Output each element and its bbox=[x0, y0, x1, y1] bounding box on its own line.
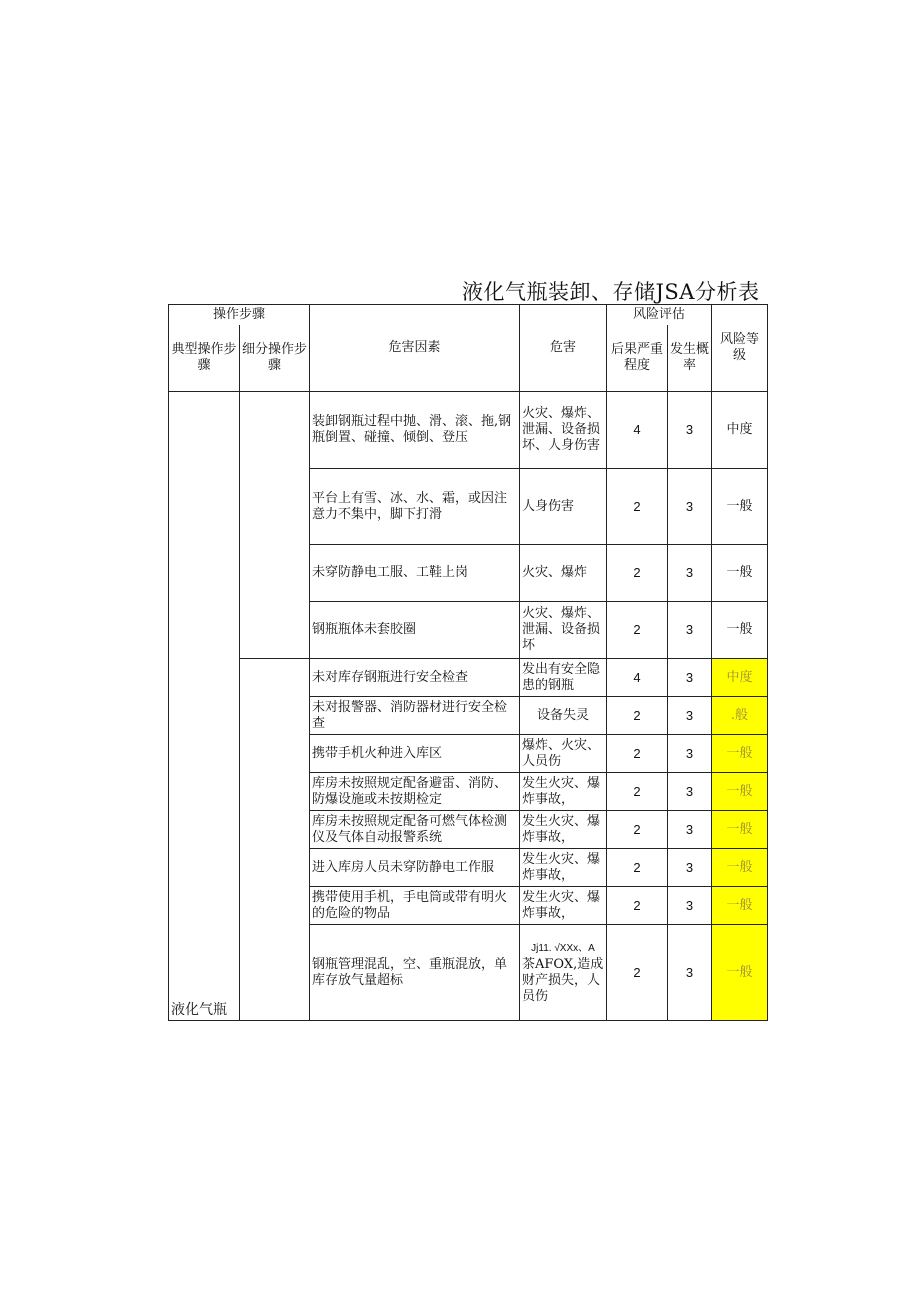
risk-level-cell: 一般 bbox=[712, 811, 768, 849]
hazard-cell: 发生火灾、爆炸事故， bbox=[520, 811, 607, 849]
risk-level-cell: 一般 bbox=[712, 925, 768, 1021]
probability-cell: 3 bbox=[668, 602, 712, 659]
severity-cell: 4 bbox=[607, 392, 668, 469]
hazard-factor-cell: 未对报警器、消防器材进行安全检查 bbox=[310, 697, 520, 735]
hazard-cell: 设备失灵 bbox=[520, 697, 607, 735]
probability-cell: 3 bbox=[668, 392, 712, 469]
hazard-factor-cell: 钢瓶瓶体未套胶圈 bbox=[310, 602, 520, 659]
hazard-factor-cell: 钢瓶管理混乱，空、重瓶混放，单库存放气量超标 bbox=[310, 925, 520, 1021]
probability-cell: 3 bbox=[668, 849, 712, 887]
risk-level-cell: 一般 bbox=[712, 735, 768, 773]
header-detail-step: 细分操作步骤 bbox=[240, 325, 310, 392]
hazard-factor-cell: 未对库存钢瓶进行安全检查 bbox=[310, 659, 520, 697]
header-probability: 发生概率 bbox=[668, 325, 712, 392]
probability-cell: 3 bbox=[668, 697, 712, 735]
probability-cell: 3 bbox=[668, 735, 712, 773]
hazard-cell: 发生火灾、爆炸事故， bbox=[520, 773, 607, 811]
hazard-factor-cell: 库房未按照规定配备避雷、消防、防爆设施或未按期检定 bbox=[310, 773, 520, 811]
hazard-cell: 火灾、爆炸、泄漏、设备损坏 bbox=[520, 602, 607, 659]
header-typical-step: 典型操作步骤 bbox=[169, 325, 240, 392]
hazard-factor-cell: 进入库房人员未穿防静电工作服 bbox=[310, 849, 520, 887]
hazard-garbled-text: Jj11. √XXx、A bbox=[531, 942, 595, 954]
hazard-cell: 发生火灾、爆炸事故， bbox=[520, 849, 607, 887]
detail-step-cell bbox=[240, 392, 310, 659]
hazard-cell bbox=[520, 925, 607, 1021]
typical-step-cell: 液化气瓶 bbox=[169, 392, 240, 1021]
probability-cell: 3 bbox=[668, 925, 712, 1021]
risk-level-cell: 中度 bbox=[712, 659, 768, 697]
severity-cell: 2 bbox=[607, 849, 668, 887]
probability-cell: 3 bbox=[668, 659, 712, 697]
hazard-text: 茶AFOX,造成财产损失，人员伤 bbox=[522, 956, 604, 1004]
header-op-steps: 操作步骤 bbox=[169, 305, 310, 325]
header-risk-eval: 风险评估 bbox=[607, 305, 712, 325]
hazard-cell: 发生火灾、爆炸事故， bbox=[520, 887, 607, 925]
hazard-factor-cell: 平台上有雪、冰、水、霜，或因注意力不集中，脚下打滑 bbox=[310, 469, 520, 545]
risk-level-cell: .般 bbox=[712, 697, 768, 735]
severity-cell: 2 bbox=[607, 697, 668, 735]
probability-cell: 3 bbox=[668, 469, 712, 545]
header-hazard-factor: 危害因素 bbox=[310, 305, 520, 392]
hazard-factor-cell: 库房未按照规定配备可燃气体检测仪及气体自动报警系统 bbox=[310, 811, 520, 849]
page-title: 液化气瓶装卸、存储JSA分析表 bbox=[462, 280, 760, 304]
probability-cell: 3 bbox=[668, 811, 712, 849]
probability-cell: 3 bbox=[668, 887, 712, 925]
detail-step-cell bbox=[240, 659, 310, 1021]
hazard-factor-cell: 携带使用手机，手电筒或带有明火的危险的物品 bbox=[310, 887, 520, 925]
severity-cell: 2 bbox=[607, 773, 668, 811]
severity-cell: 2 bbox=[607, 887, 668, 925]
hazard-factor-cell: 装卸钢瓶过程中抛、滑、滚、拖,钢瓶倒置、碰撞、倾倒、登压 bbox=[310, 392, 520, 469]
risk-level-cell: 中度 bbox=[712, 392, 768, 469]
risk-level-cell: 一般 bbox=[712, 849, 768, 887]
risk-level-cell: 一般 bbox=[712, 602, 768, 659]
hazard-cell: 火灾、爆炸 bbox=[520, 545, 607, 602]
hazard-cell: 发出有安全隐患的钢瓶 bbox=[520, 659, 607, 697]
risk-level-cell: 一般 bbox=[712, 773, 768, 811]
header-row-1 bbox=[169, 305, 768, 325]
header-severity: 后果严重程度 bbox=[607, 325, 668, 392]
risk-level-cell: 一般 bbox=[712, 887, 768, 925]
risk-level-cell: 一般 bbox=[712, 545, 768, 602]
header-risk-level: 风险等级 bbox=[712, 305, 768, 392]
risk-level-cell: 一般 bbox=[712, 469, 768, 545]
jsa-table bbox=[168, 304, 768, 1021]
severity-cell: 2 bbox=[607, 811, 668, 849]
hazard-cell: 人身伤害 bbox=[520, 469, 607, 545]
hazard-factor-cell: 携带手机火种进入库区 bbox=[310, 735, 520, 773]
probability-cell: 3 bbox=[668, 773, 712, 811]
probability-cell: 3 bbox=[668, 545, 712, 602]
header-hazard: 危害 bbox=[520, 305, 607, 392]
table-row bbox=[169, 659, 768, 697]
severity-cell: 2 bbox=[607, 925, 668, 1021]
severity-cell: 2 bbox=[607, 735, 668, 773]
severity-cell: 2 bbox=[607, 545, 668, 602]
hazard-factor-cell: 未穿防静电工服、工鞋上岗 bbox=[310, 545, 520, 602]
severity-cell: 2 bbox=[607, 602, 668, 659]
hazard-cell: 火灾、爆炸、泄漏、设备损坏、人身伤害 bbox=[520, 392, 607, 469]
table-row bbox=[169, 392, 768, 469]
hazard-cell: 爆炸、火灾、人员伤 bbox=[520, 735, 607, 773]
severity-cell: 4 bbox=[607, 659, 668, 697]
severity-cell: 2 bbox=[607, 469, 668, 545]
